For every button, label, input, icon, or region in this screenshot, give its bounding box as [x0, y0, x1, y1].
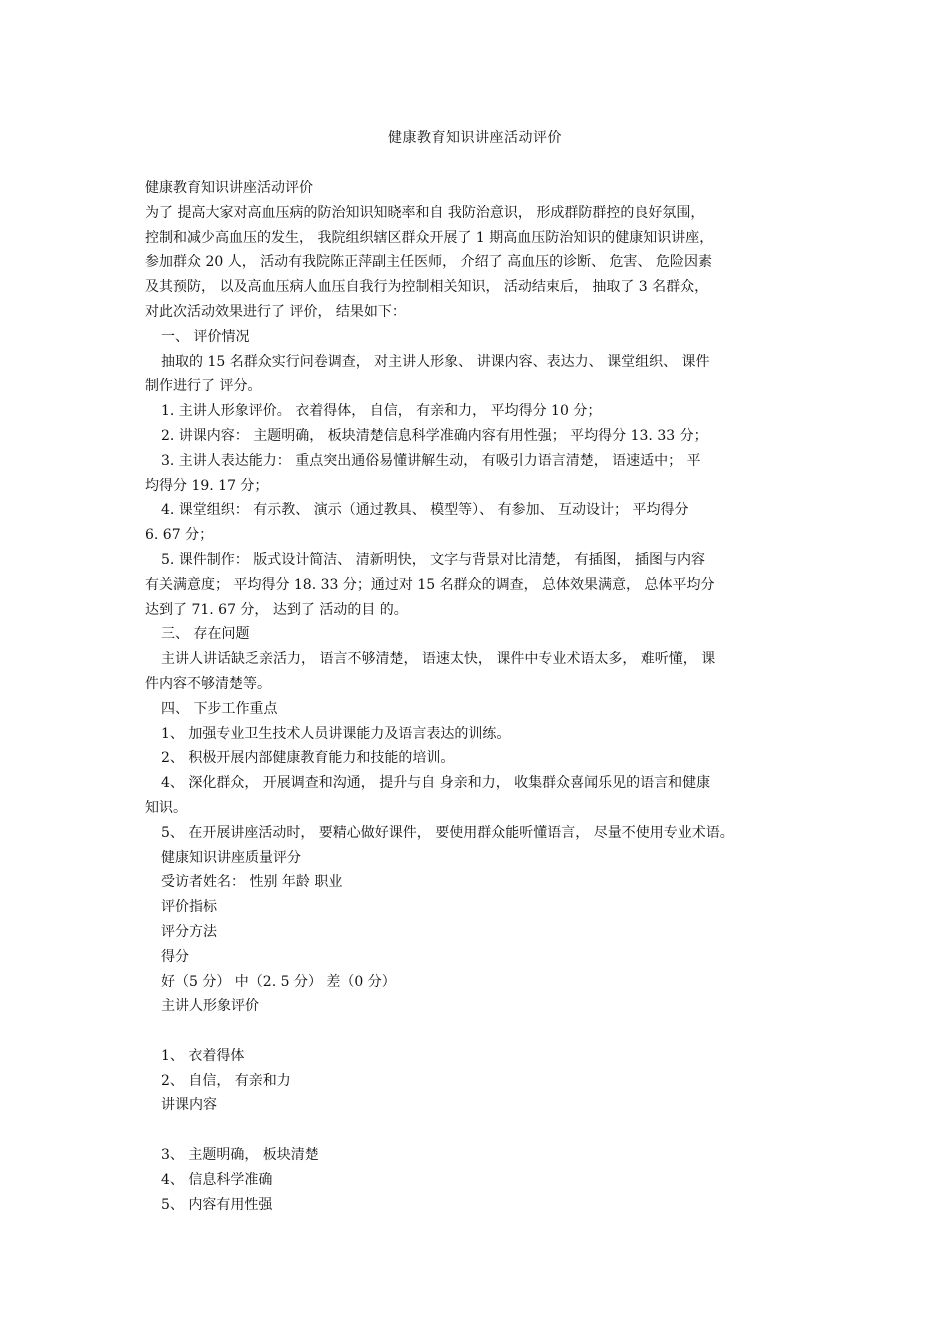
text-line: 对此次活动效果进行了 评价， 结果如下：	[145, 303, 406, 320]
text-line: 好（5 分） 中（2. 5 分） 差（0 分）	[161, 973, 396, 990]
text-line: 制作进行了 评分。	[145, 378, 262, 395]
text-line: 得分	[161, 948, 189, 965]
text-line: 2. 讲课内容： 主题明确， 板块清楚信息科学准确内容有用性强； 平均得分 13. 33 分；	[161, 427, 708, 444]
text-line: 一、 评价情况	[161, 328, 250, 345]
text-line: 4. 课堂组织： 有示教、 演示（通过教具、 模型等）、 有参加、 互动设计； 平均得分	[161, 502, 689, 519]
text-line: 4、 信息科学准确	[161, 1171, 273, 1188]
text-line: 三、 存在问题	[161, 626, 250, 643]
text-line: 主讲人讲话缺乏亲活力， 语言不够清楚， 语速太快， 课件中专业术语太多， 难听懂， 课	[161, 651, 716, 668]
text-line: 健康知识讲座质量评分	[161, 849, 301, 866]
text-line: 5. 课件制作： 版式设计简洁、 清新明快， 文字与背景对比清楚， 有插图， 插图与内容	[161, 551, 706, 568]
document-title: 健康教育知识讲座活动评价	[388, 130, 562, 146]
text-line: 评价指标	[161, 899, 217, 916]
text-line: 5、 内容有用性强	[161, 1196, 273, 1213]
document-body	[145, 176, 825, 1217]
text-line: 1、 加强专业卫生技术人员讲课能力及语言表达的训练。	[161, 725, 511, 742]
text-line: 均得分 19. 17 分；	[145, 477, 269, 494]
text-line: 控制和减少高血压的发生， 我院组织辖区群众开展了 1 期高血压防治知识的健康知识讲座，	[145, 229, 714, 246]
text-line: 1. 主讲人形象评价。 衣着得体， 自信， 有亲和力， 平均得分 10 分；	[161, 403, 602, 420]
text-line: 6. 67 分；	[145, 527, 214, 544]
text-line: 评分方法	[161, 923, 217, 940]
text-line: 4、 深化群众， 开展调查和沟通， 提升与自 身亲和力， 收集群众喜闻乐见的语言和健康	[161, 775, 711, 792]
text-line: 健康教育知识讲座活动评价	[145, 180, 313, 196]
text-line: 件内容不够清楚等。	[145, 675, 271, 692]
text-line: 3、 主题明确， 板块清楚	[161, 1147, 319, 1164]
text-line: 受访者姓名： 性别 年龄 职业	[161, 874, 343, 891]
blank-line	[145, 1118, 825, 1143]
text-line: 知识。	[145, 799, 187, 816]
text-line: 5、 在开展讲座活动时， 要精心做好课件， 要使用群众能听懂语言， 尽量不使用专业术语。	[161, 824, 734, 841]
blank-line	[145, 1019, 825, 1044]
text-line: 主讲人形象评价	[161, 998, 259, 1015]
text-line: 2、 积极开展内部健康教育能力和技能的培训。	[161, 750, 455, 767]
text-line: 3. 主讲人表达能力： 重点突出通俗易懂讲解生动， 有吸引力语言清楚， 语速适中； 平	[161, 452, 701, 469]
text-line: 为了 提高大家对高血压病的防治知识知晓率和自 我防治意识， 形成群防群控的良好氛围，	[145, 204, 705, 221]
text-line: 抽取的 15 名群众实行问卷调查， 对主讲人形象、 讲课内容、表达力、 课堂组织、 课件	[161, 353, 710, 370]
text-line: 讲课内容	[161, 1097, 217, 1114]
text-line: 参加群众 20 人， 活动有我院陈正萍副主任医师， 介绍了 高血压的诊断、 危害、 危险因素	[145, 254, 712, 271]
text-line: 四、 下步工作重点	[161, 700, 278, 717]
text-line: 有关满意度； 平均得分 18. 33 分；通过对 15 名群众的调查， 总体效果满意， 总体平均分	[145, 576, 715, 593]
text-line: 及其预防， 以及高血压病人血压自我行为控制相关知识， 活动结束后， 抽取了 3 名群众，	[145, 279, 709, 296]
text-line: 1、 衣着得体	[161, 1047, 245, 1064]
text-line: 达到了 71. 67 分， 达到了 活动的目 的。	[145, 601, 408, 618]
text-line: 2、 自信， 有亲和力	[161, 1072, 291, 1089]
